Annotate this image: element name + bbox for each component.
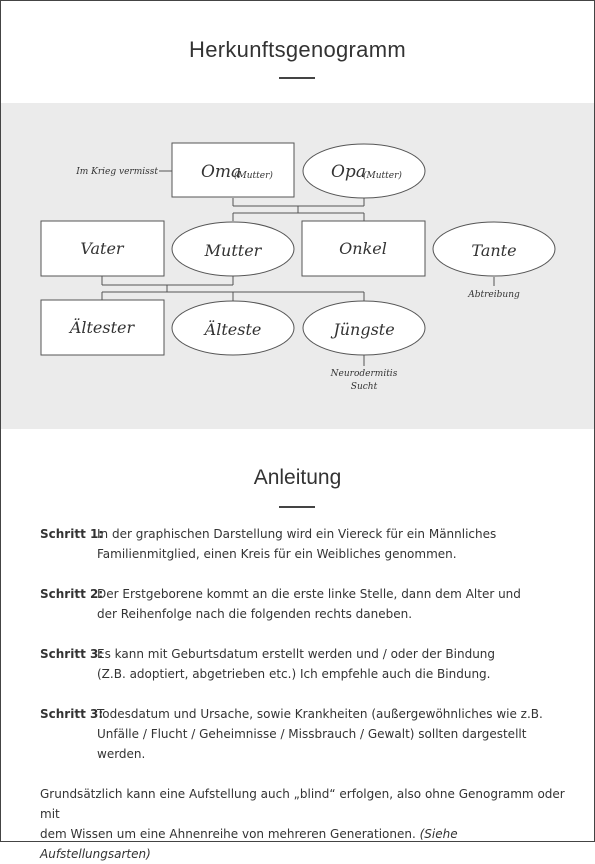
node-juengste [303, 301, 425, 355]
closing-paragraph [40, 784, 570, 864]
node-name: Jüngste [333, 320, 395, 339]
node-oma [172, 143, 294, 197]
section-title: Anleitung [253, 466, 342, 489]
node-name: Oma [201, 162, 242, 182]
step-text-line: Todesdatum und Ursache, sowie Krankheiten (außergewöhnliches wie z.B. [97, 707, 543, 721]
closing-line-2 [40, 824, 570, 864]
step-text-line: In der graphischen Darstellung wird ein Viereck für ein Männliches [97, 527, 497, 541]
closing-text: dem Wissen um eine Ahnenreihe von mehreren Generationen. [40, 827, 416, 841]
node-onkel [302, 221, 425, 276]
node-name: Ältester [69, 318, 135, 337]
note-juengste-1: Neurodermitis [330, 369, 398, 379]
node-tante [433, 222, 555, 276]
node-name: Onkel [339, 239, 387, 258]
node-opa [303, 144, 425, 198]
page-title: Herkunftsgenogramm [189, 37, 406, 62]
node-aeltester [41, 300, 164, 355]
node-name: Mutter [204, 241, 262, 260]
node-sub: (Mutter) [234, 171, 273, 181]
node-name: Tante [471, 241, 517, 260]
step-label: Schritt 3: [40, 707, 104, 721]
step-item [40, 584, 570, 624]
node-aelteste [172, 301, 294, 355]
note-tante: Abtreibung [468, 290, 520, 300]
step-label: Schritt 3: [40, 647, 104, 661]
step-item [40, 524, 570, 564]
step-text-line: Es kann mit Geburtsdatum erstellt werden und / oder der Bindung [97, 647, 496, 661]
title-divider [279, 77, 315, 79]
genogram-diagram [1, 103, 594, 429]
step-text-line: (Z.B. adoptiert, abgetrieben etc.) Ich empfehle auch die Bindung. [97, 667, 491, 681]
node-sub: (Mutter) [363, 171, 402, 181]
step-text-line: Familienmitglied, einen Kreis für ein Weibliches genommen. [97, 547, 457, 561]
note-oma: Im Krieg vermisst [76, 167, 158, 177]
step-label: Schritt 2: [40, 587, 104, 601]
node-name: Vater [80, 239, 124, 258]
step-item [40, 644, 570, 684]
step-text-line: Der Erstgeborene kommt an die erste linke Stelle, dann dem Alter und [97, 587, 521, 601]
node-vater [41, 221, 164, 276]
step-text-line: der Reihenfolge nach die folgenden rechts daneben. [97, 607, 413, 621]
closing-reference: (Siehe Aufstellungsarten) [40, 827, 458, 861]
section-divider [279, 506, 315, 508]
instructions-list [40, 524, 570, 864]
closing-line: Grundsätzlich kann eine Aufstellung auch „blind“ erfolgen, also ohne Genogramm oder mit [40, 787, 565, 821]
genogram-panel [1, 103, 594, 429]
step-item [40, 704, 570, 764]
node-name: Älteste [204, 320, 262, 339]
node-name: Opa [331, 162, 366, 182]
node-mutter [172, 222, 294, 276]
step-text-line: Unfälle / Flucht / Geheimnisse / Missbrauch / Gewalt) sollten dargestellt werden. [97, 727, 527, 761]
note-juengste-2: Sucht [350, 382, 378, 392]
step-label: Schritt 1: [40, 527, 104, 541]
